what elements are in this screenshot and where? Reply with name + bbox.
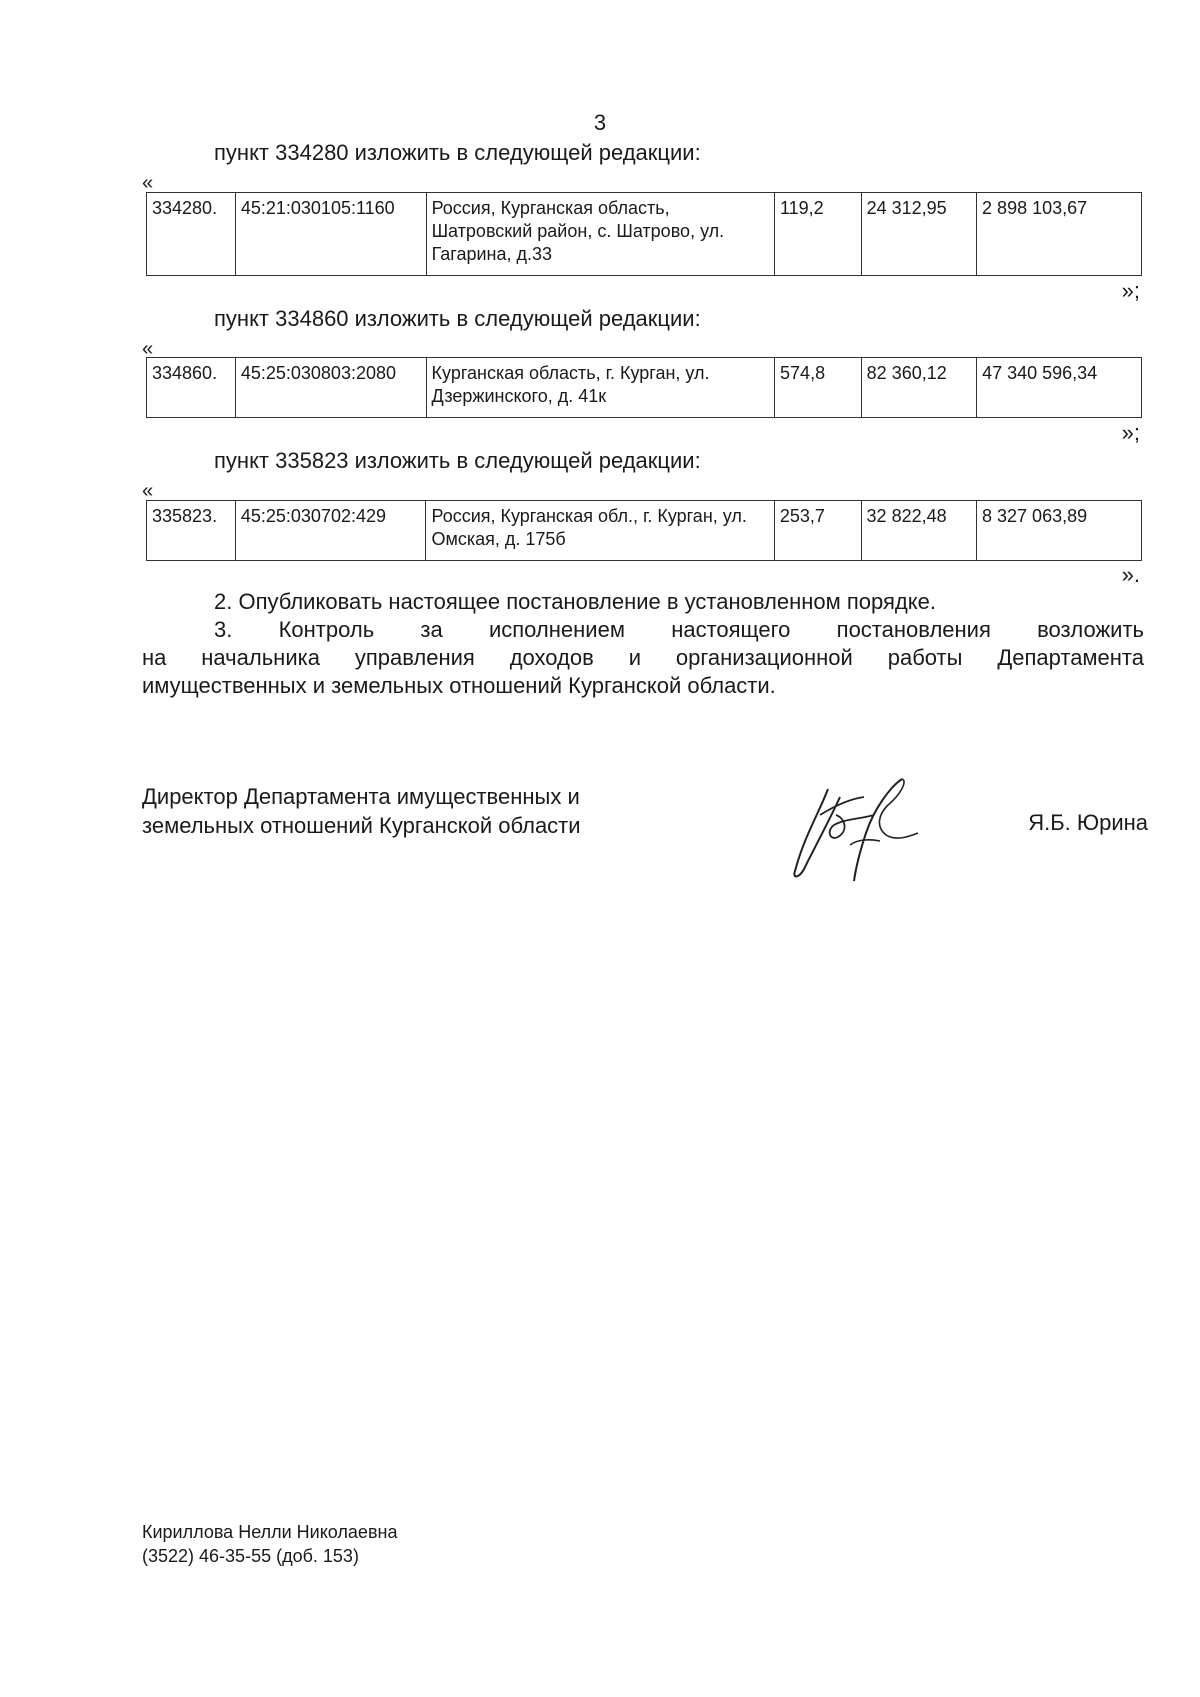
paragraph-3-line-2: на начальника управления доходов и организационной работы Департамента (142, 645, 1144, 670)
close-quote: ». (1121, 562, 1140, 587)
unit-price: 24 312,95 (861, 193, 976, 276)
signatory-title (142, 782, 581, 840)
close-quote: »; (1121, 420, 1140, 445)
handwritten-signature (790, 775, 930, 885)
executor-phone: (3522) 46-35-55 (доб. 153) (142, 1546, 359, 1566)
area: 574,8 (775, 358, 862, 418)
open-quote: « (142, 480, 154, 502)
paragraph-2: 2. Опубликовать настоящее постановление в установленном порядке. (214, 589, 936, 614)
cadastral-number: 45:25:030803:2080 (235, 358, 426, 418)
address: Россия, Курганская область, Шатровский район, с. Шатрово, ул. Гагарина, д.33 (426, 193, 774, 276)
entry-number: 334860. (147, 358, 236, 418)
signatory-name: Я.Б. Юрина (1028, 810, 1148, 835)
cadastral-number: 45:21:030105:1160 (235, 193, 426, 276)
area: 253,7 (774, 501, 861, 561)
table-row (147, 358, 1142, 418)
entry-intro: пункт 334280 изложить в следующей редакции: (214, 140, 701, 165)
total-value: 47 340 596,34 (977, 358, 1142, 418)
entry-intro: пункт 335823 изложить в следующей редакции: (214, 448, 701, 473)
open-quote: « (142, 172, 154, 194)
unit-price: 32 822,48 (861, 501, 976, 561)
signatory-title-line-1: Директор Департамента имущественных и (142, 784, 580, 809)
entry-intro: пункт 334860 изложить в следующей редакции: (214, 306, 701, 331)
entry-table (146, 357, 1142, 418)
entry-number: 335823. (147, 501, 236, 561)
entry-table (146, 192, 1142, 276)
cadastral-number: 45:25:030702:429 (235, 501, 426, 561)
page-number: 3 (593, 110, 607, 135)
open-quote: « (142, 338, 154, 360)
executor-info (142, 1520, 397, 1568)
table-row (147, 501, 1142, 561)
table-row (147, 193, 1142, 276)
paragraph-3-line-3: имущественных и земельных отношений Курганской области. (142, 673, 776, 698)
address: Курганская область, г. Курган, ул. Дзержинского, д. 41к (426, 358, 774, 418)
entry-number: 334280. (147, 193, 236, 276)
entry-table (146, 500, 1142, 561)
address: Россия, Курганская обл., г. Курган, ул. Омская, д. 175б (426, 501, 774, 561)
close-quote: »; (1121, 278, 1140, 303)
unit-price: 82 360,12 (861, 358, 976, 418)
signatory-title-line-2: земельных отношений Курганской области (142, 813, 581, 838)
paragraph-3-line-1: 3. Контроль за исполнением настоящего постановления возложить (214, 617, 1144, 642)
total-value: 2 898 103,67 (977, 193, 1142, 276)
executor-name: Кириллова Нелли Николаевна (142, 1522, 398, 1542)
total-value: 8 327 063,89 (977, 501, 1142, 561)
area: 119,2 (774, 193, 861, 276)
